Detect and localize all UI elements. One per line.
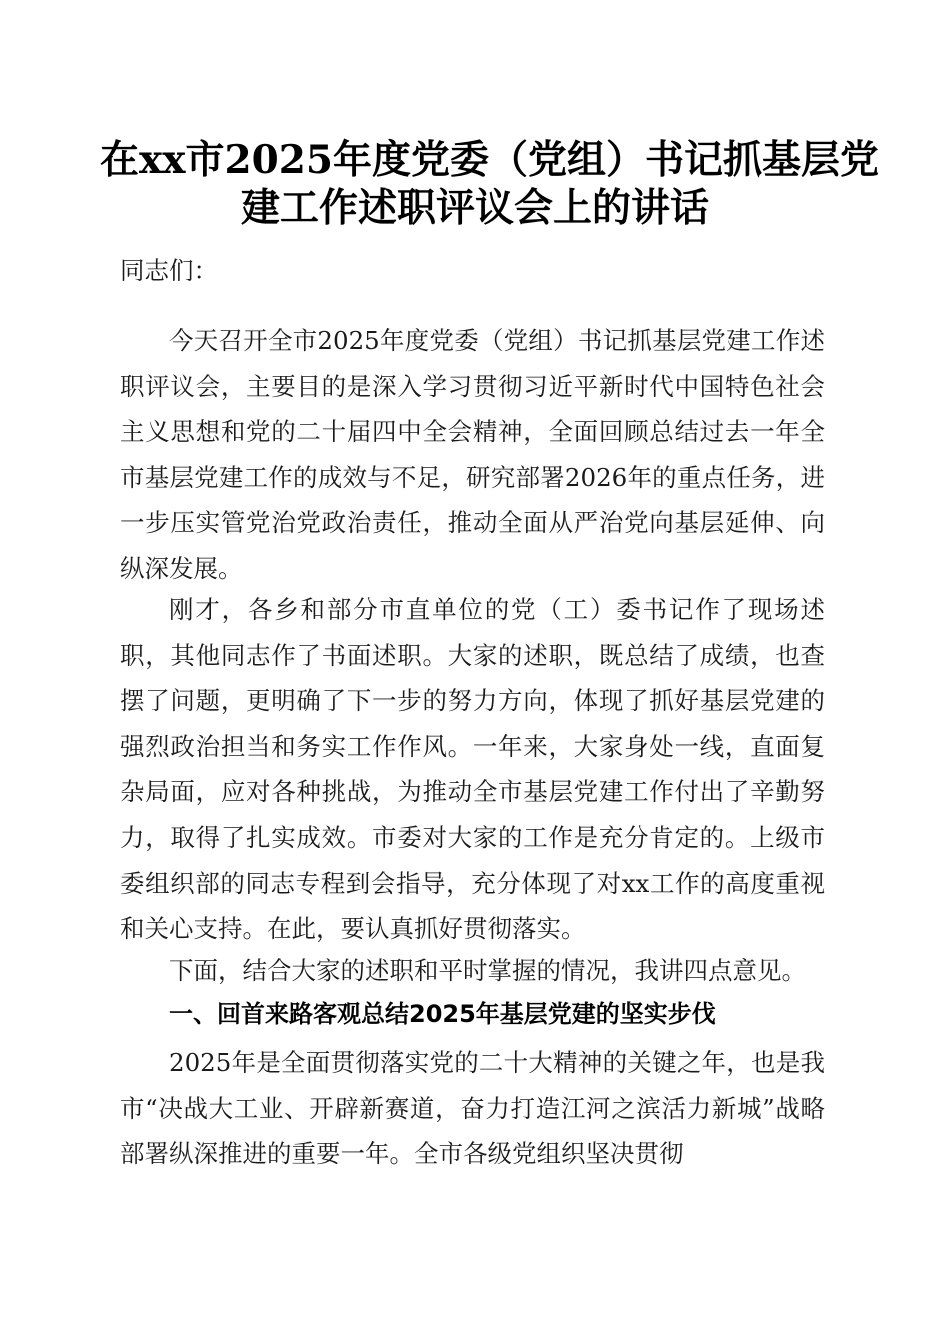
document-title-line-1: 在xx市2025年度党委（党组）书记抓基层党 xyxy=(100,137,880,183)
document-title-line-2: 建工作述职评议会上的讲话 xyxy=(240,185,709,231)
paragraph-transition: 下面，结合大家的述职和平时掌握的情况，我讲四点意见。 xyxy=(169,956,806,985)
paragraph-intro: 今天召开全市2025年度党委（党组）书记抓基层党建工作述职评议会，主要目的是深入学习贯彻习近平新时代中国特色社会主义思想和党的二十届四中全会精神，全面回顾总结过去一年全市基层党建工作的成效与不足，研究部署2026年的重点任务，进一步压实管党治党政治责任，推动全面从严治党向基层延伸、向纵深发展。 xyxy=(120,326,825,583)
section-1-paragraph: 2025年是全面贯彻落实党的二十大精神的关键之年，也是我市“决战大工业、开辟新赛道，奋力打造江河之滨活力新城”战略部署纵深推进的重要一年。全市各级党组织坚决贯彻 xyxy=(120,1048,825,1169)
salutation: 同志们： xyxy=(120,256,218,285)
paragraph-review: 刚才，各乡和部分市直单位的党（工）委书记作了现场述职，其他同志作了书面述职。大家的述职，既总结了成绩，也查摆了问题，更明确了下一步的努力方向，体现了抓好基层党建的强烈政治担当和务实工作作风。一年来，大家身处一线，直面复杂局面，应对各种挑战，为推动全市基层党建工作付出了辛勤努力，取得了扎实成效。市委对大家的工作是充分肯定的。上级市委组织部的同志专程到会指导，充分体现了对xx工作的高度重视和关心支持。在此，要认真抓好贯彻落实。 xyxy=(120,595,825,944)
section-heading-1: 一、回首来路客观总结2025年基层党建的坚实步伐 xyxy=(169,1000,716,1028)
